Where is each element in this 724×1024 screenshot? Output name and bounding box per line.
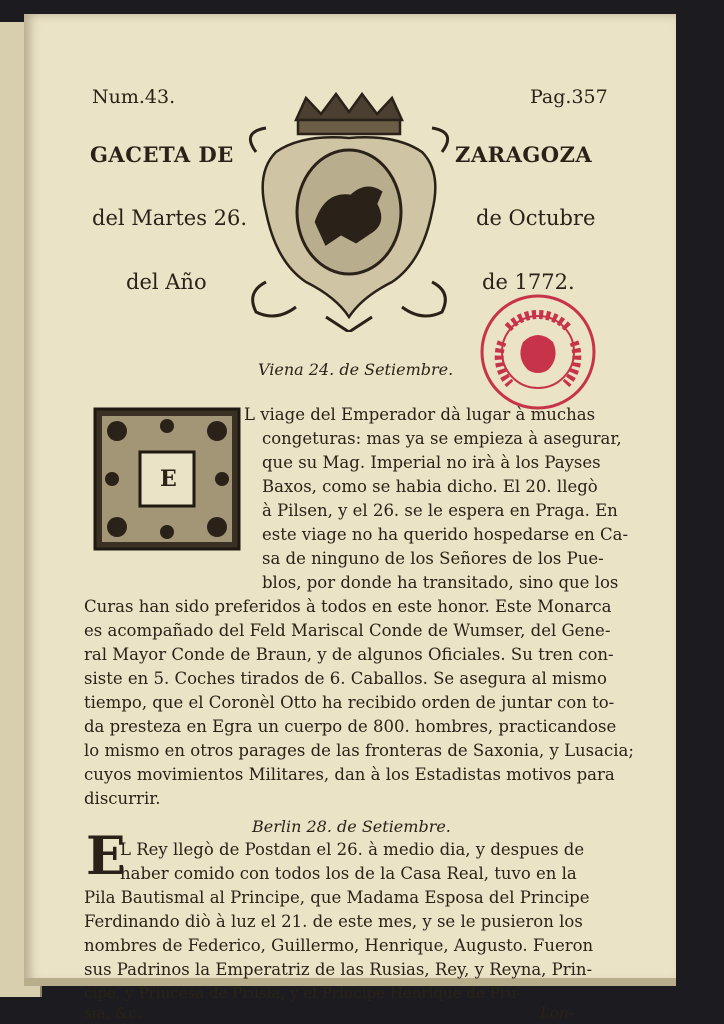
article1-line-2: congeturas: mas ya se empieza à asegurar, [262, 429, 622, 448]
article1-line-16: cuyos movimientos Militares, dan à los Estadistas motivos para [84, 765, 615, 784]
article1-line-15: lo mismo en otros parages de las fronteras de Saxonia, y Lusacia; [84, 741, 634, 760]
article2-line-1: L Rey llegò de Postdan el 26. à medio dia, y despues de [120, 840, 585, 859]
article2-line-8: sia, &c. [84, 1004, 142, 1022]
library-stamp-icon [478, 292, 598, 412]
article2-line-2: haber comido con todos los de la Casa Real, tuvo en la [120, 864, 577, 883]
article1-line-3: que su Mag. Imperial no irà à los Payses [262, 453, 601, 472]
article1-line-13: tiempo, que el Coronèl Otto ha recibido orden de juntar con to- [84, 693, 615, 712]
article2-line-6: sus Padrinos la Emperatriz de las Rusias, Rey, y Reyna, Prin- [84, 960, 593, 979]
page-number: Pag.357 [530, 86, 608, 108]
year-right: de 1772. [482, 270, 575, 294]
title-right: ZARAGOZA [455, 142, 593, 167]
article2-line-7: cipe, y Princesa de Prusia, y el Principe Henrique de Pru- [84, 984, 522, 1002]
article1-line-6: este viage no ha querido hospedarse en Ca- [262, 525, 629, 544]
article1-line-9: Curas han sido preferidos à todos en este honor. Este Monarca [84, 597, 612, 616]
article1-line-1: L viage del Emperador dà lugar à muchas [244, 405, 596, 424]
date-left: del Martes 26. [92, 206, 248, 230]
article1-line-11: ral Mayor Conde de Braun, y de algunos Oficiales. Su tren con- [84, 645, 614, 664]
article1-line-17: discurrir. [84, 789, 161, 808]
dateline-viena: Viena 24. de Setiembre. [258, 360, 454, 379]
initial-letter-e: E [160, 466, 177, 492]
article1-line-12: siste en 5. Coches tirados de 6. Caballos. Se asegura al mismo [84, 669, 607, 688]
article1-line-10: es acompañado del Feld Mariscal Conde de Wumser, del Gene- [84, 621, 611, 640]
article2-line-4: Ferdinando diò à luz el 21. de este mes, y se le pusieron los [84, 912, 583, 931]
date-right: de Octubre [476, 206, 596, 230]
article1-line-14: da presteza en Egra un cuerpo de 800. hombres, practicandose [84, 717, 617, 736]
article2-line-3: Pila Bautismal al Principe, que Madama Esposa del Principe [84, 888, 590, 907]
year-left: del Año [126, 270, 207, 294]
dateline-berlin: Berlin 28. de Setiembre. [252, 817, 451, 836]
catchword: Lon- [540, 1004, 574, 1022]
coat-of-arms-icon [246, 92, 452, 332]
title-left: GACETA DE [90, 142, 234, 167]
article2-line-5: nombres de Federico, Guillermo, Henrique, Augusto. Fueron [84, 936, 594, 955]
article1-line-8: blos, por donde ha transitado, sino que los [262, 573, 619, 592]
issue-number: Num.43. [92, 86, 176, 108]
initial-letter-e-berlin: E [86, 826, 126, 887]
article1-line-5: à Pilsen, y el 26. se le espera en Praga. En [262, 501, 618, 520]
article1-line-7: sa de ninguno de los Señores de los Pue- [262, 549, 604, 568]
article1-line-4: Baxos, como se habia dicho. El 20. llegò [262, 477, 598, 496]
